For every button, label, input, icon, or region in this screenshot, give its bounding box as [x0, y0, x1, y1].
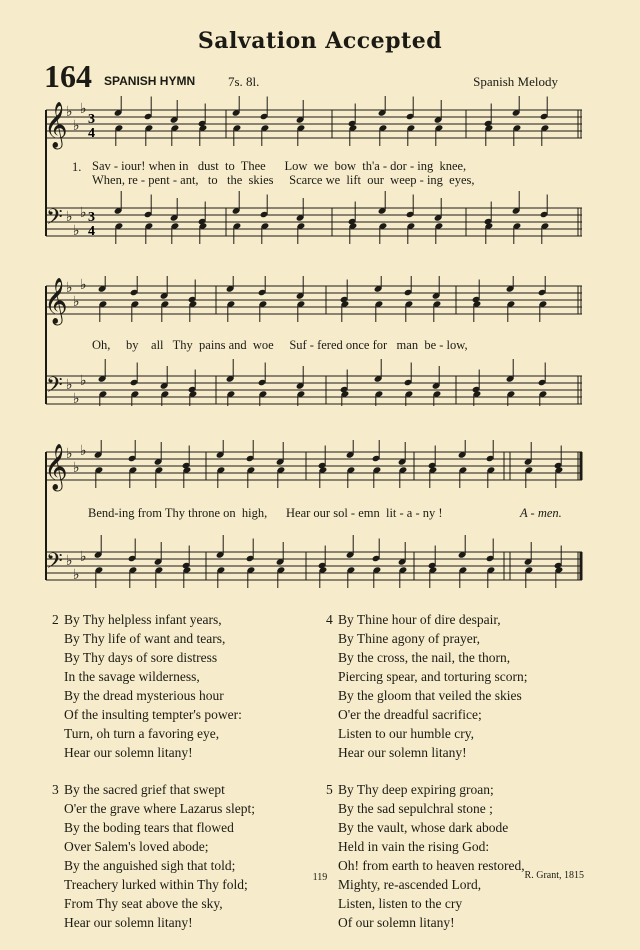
stanza-line: Hear our solemn litany! — [64, 915, 193, 930]
stanza-line: By Thine hour of dire despair, — [338, 612, 501, 627]
flat-icon: ♭ — [73, 567, 80, 583]
treble-clef-icon: 𝄞 — [44, 278, 68, 324]
stanza-5 — [326, 780, 528, 932]
stanza-line: By the vault, whose dark abode — [338, 820, 509, 835]
flat-icon: ♭ — [73, 223, 80, 239]
time-signature: 4 — [88, 224, 95, 239]
stanza-line: By Thine agony of prayer, — [338, 631, 481, 646]
stanza-line: Treachery lurked within Thy fold; — [64, 877, 248, 892]
stanza-line: By the sacred grief that swept — [64, 782, 225, 797]
flat-icon: ♭ — [66, 446, 73, 462]
stanza-line: By Thy deep expiring groan; — [338, 782, 494, 797]
stanza-line: Of our solemn litany! — [338, 915, 455, 930]
stanza-line: Hear our solemn litany! — [338, 745, 467, 760]
amen-text: A - men. — [520, 506, 562, 520]
time-signature: 4 — [88, 126, 95, 141]
stanza-line: By the boding tears that flowed — [64, 820, 234, 835]
bass-clef-icon: 𝄢 — [46, 205, 63, 235]
flat-icon: ♭ — [80, 373, 87, 389]
stanza-line: By the dread mysterious hour — [64, 688, 224, 703]
stanza-2 — [52, 610, 255, 762]
stanza-line: Held in vain the rising God: — [338, 839, 490, 854]
stanza-4 — [326, 610, 528, 762]
treble-clef-icon: 𝄞 — [44, 444, 68, 490]
stanza-line: Mighty, re-ascended Lord, — [338, 877, 482, 892]
stanza-line: O'er the dreadful sacrifice; — [338, 707, 482, 722]
flat-icon: ♭ — [66, 104, 73, 120]
treble-clef-icon: 𝄞 — [44, 102, 68, 148]
time-signature: 3 — [88, 210, 95, 225]
bass-clef-icon: 𝄢 — [46, 549, 63, 579]
lyrics-line-1: Sav - iour! when in dust to Thee Low we bow th'a - dor - ing knee, — [92, 159, 467, 173]
meter: 7s. 8l. — [228, 74, 260, 89]
stanza-line: By the cross, the nail, the thorn, — [338, 650, 511, 665]
stanza-line: Over Salem's loved abode; — [64, 839, 209, 854]
stanza-line: By the anguished sigh that told; — [64, 858, 236, 873]
stanza-line: Hear our solemn litany! — [64, 745, 193, 760]
flat-icon: ♭ — [66, 280, 73, 296]
flat-icon: ♭ — [73, 391, 80, 406]
stanza-line: Oh! from earth to heaven restored, — [338, 858, 525, 873]
stanza-line: By Thy days of sore distress — [64, 650, 218, 665]
bass-clef-icon: 𝄢 — [46, 373, 63, 403]
stanza-line: By Thy life of want and tears, — [64, 631, 226, 646]
stanza-column-left — [52, 610, 255, 950]
hymn-number: 164 — [44, 58, 92, 94]
lyrics-line-3: Oh, by all Thy pains and woe Suf - fered once for man be - low, — [92, 338, 468, 352]
stanza-line: From Thy seat above the sky, — [64, 896, 223, 911]
stanza-column-right — [326, 610, 528, 950]
flat-icon: ♭ — [80, 277, 87, 293]
stanza-line: Piercing spear, and torturing scorn; — [338, 669, 528, 684]
stanza-number: 3 — [52, 782, 59, 797]
flat-icon: ♭ — [80, 443, 87, 459]
composer: Spanish Melody — [473, 74, 558, 89]
stanza-number: 2 — [52, 612, 59, 627]
page-number: 119 — [312, 872, 328, 883]
flat-icon: ♭ — [73, 294, 80, 310]
flat-icon: ♭ — [66, 553, 73, 569]
lyrics-line-4: Bend-ing from Thy throne on high, Hear our sol - emn lit - a - ny ! — [88, 506, 443, 520]
flat-icon: ♭ — [66, 209, 73, 225]
flat-icon: ♭ — [73, 460, 80, 476]
stanza-line: In the savage wilderness, — [64, 669, 200, 684]
stanza-line: Of the insulting tempter's power: — [64, 707, 242, 722]
stanza-line: Listen to our humble cry, — [338, 726, 474, 741]
tune-name: SPANISH HYMN — [104, 74, 196, 88]
lyrics-line-2: When, re - pent - ant, to the skies Scarce we lift our weep - ing eyes, — [92, 173, 475, 187]
time-signature: 3 — [88, 112, 95, 127]
stanza-line: By Thy helpless infant years, — [64, 612, 222, 627]
stanza-number: 4 — [326, 612, 333, 627]
stanza-label: 1. — [72, 160, 82, 174]
stanza-line: By the gloom that veiled the skies — [338, 688, 522, 703]
stanza-3 — [52, 780, 255, 932]
stanza-line: O'er the grave where Lazarus slept; — [64, 801, 255, 816]
flat-icon: ♭ — [80, 549, 87, 565]
flat-icon: ♭ — [80, 205, 87, 221]
stanza-line: Listen, listen to the cry — [338, 896, 463, 911]
flat-icon: ♭ — [66, 377, 73, 393]
hymn-title: Salvation Accepted — [197, 28, 443, 54]
author-credit: R. Grant, 1815 — [524, 870, 584, 881]
stanza-number: 5 — [326, 782, 333, 797]
flat-icon: ♭ — [80, 101, 87, 117]
stanza-line: By the sad sepulchral stone ; — [338, 801, 493, 816]
flat-icon: ♭ — [73, 118, 80, 134]
stanza-line: Turn, oh turn a favoring eye, — [64, 726, 220, 741]
